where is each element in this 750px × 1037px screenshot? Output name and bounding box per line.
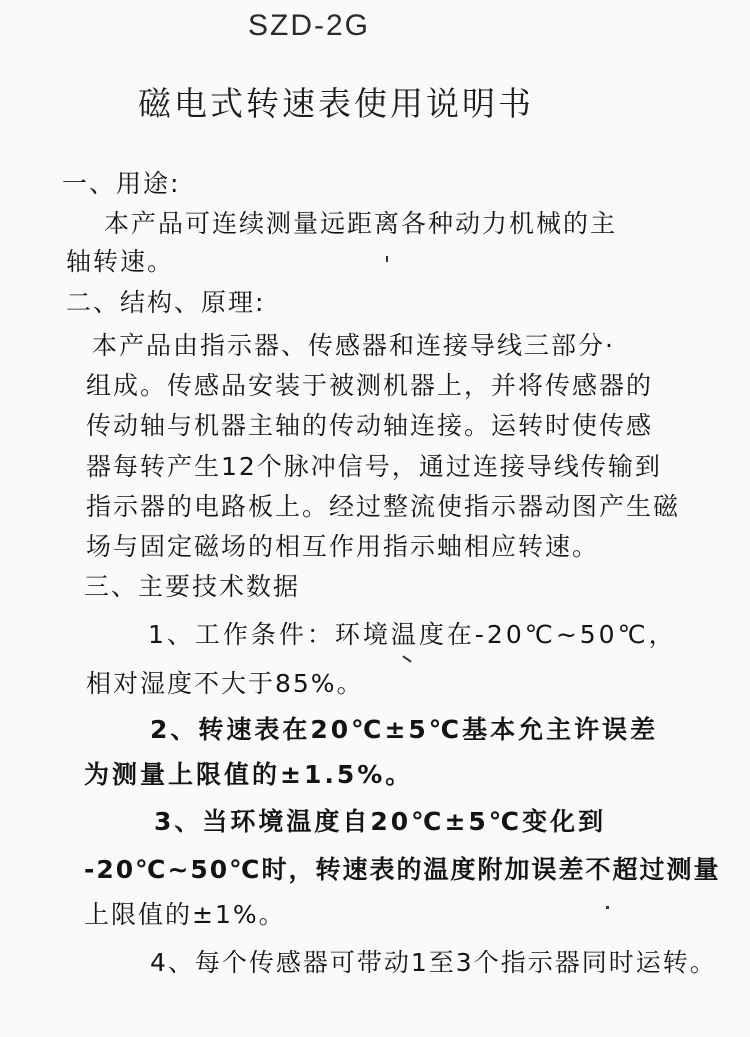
section-2-heading: 二、结构、原理: [66, 288, 266, 317]
section-3-heading: 三、主要技术数据 [84, 572, 301, 601]
spec-item-3-line-3: 上限值的±1%。 [84, 900, 286, 929]
section-2-line-6: 场与固定磁场的相互作用指示蚰相应转速。 [86, 532, 600, 561]
section-1-heading: 一、用途: [62, 169, 181, 198]
section-2-line-3: 传动轴与机器主轴的传动轴连接。运转时使传感 [86, 411, 654, 440]
spec-item-1-line-1: 1、工作条件：环境温度在-20℃~50℃， [148, 620, 677, 649]
section-1-line-2: 轴转速。 [66, 247, 175, 276]
section-2-line-1: 本产品由指示器、传感器和连接导线三部分· [92, 331, 615, 360]
spec-item-2-line-2: 为测量上限值的±1.5%。 [84, 760, 414, 789]
spec-item-3-line-1: 3、当环境温度自20℃±5℃变化到 [154, 807, 607, 836]
scan-speck [402, 655, 411, 662]
section-1-line-1: 本产品可连续测量远距离各种动力机械的主 [104, 209, 618, 238]
document-title: 磁电式转速表使用说明书 [138, 84, 534, 123]
section-2-line-5: 指示器的电路板上。经过整流使指示器动图产生磁 [86, 492, 681, 521]
section-2-line-2: 组成。传感品安装于被测机器上，并将传感器的 [86, 371, 654, 400]
scan-speck [606, 906, 609, 909]
model-number: SZD-2G [248, 9, 371, 42]
spec-item-1-line-2: 相对湿度不大于85%。 [86, 669, 364, 698]
scan-speck [386, 256, 388, 262]
spec-item-3-line-2: -20℃~50℃时，转速表的温度附加误差不超过测量 [84, 855, 721, 884]
spec-item-2-line-1: 2、转速表在20℃±5℃基本允主许误差 [150, 715, 659, 744]
section-2-line-4: 器每转产生12个脉冲信号，通过连接导线传输到 [86, 452, 662, 481]
spec-item-4-line-1: 4、每个传感器可带动1至3个指示器同时运转。 [150, 948, 717, 977]
